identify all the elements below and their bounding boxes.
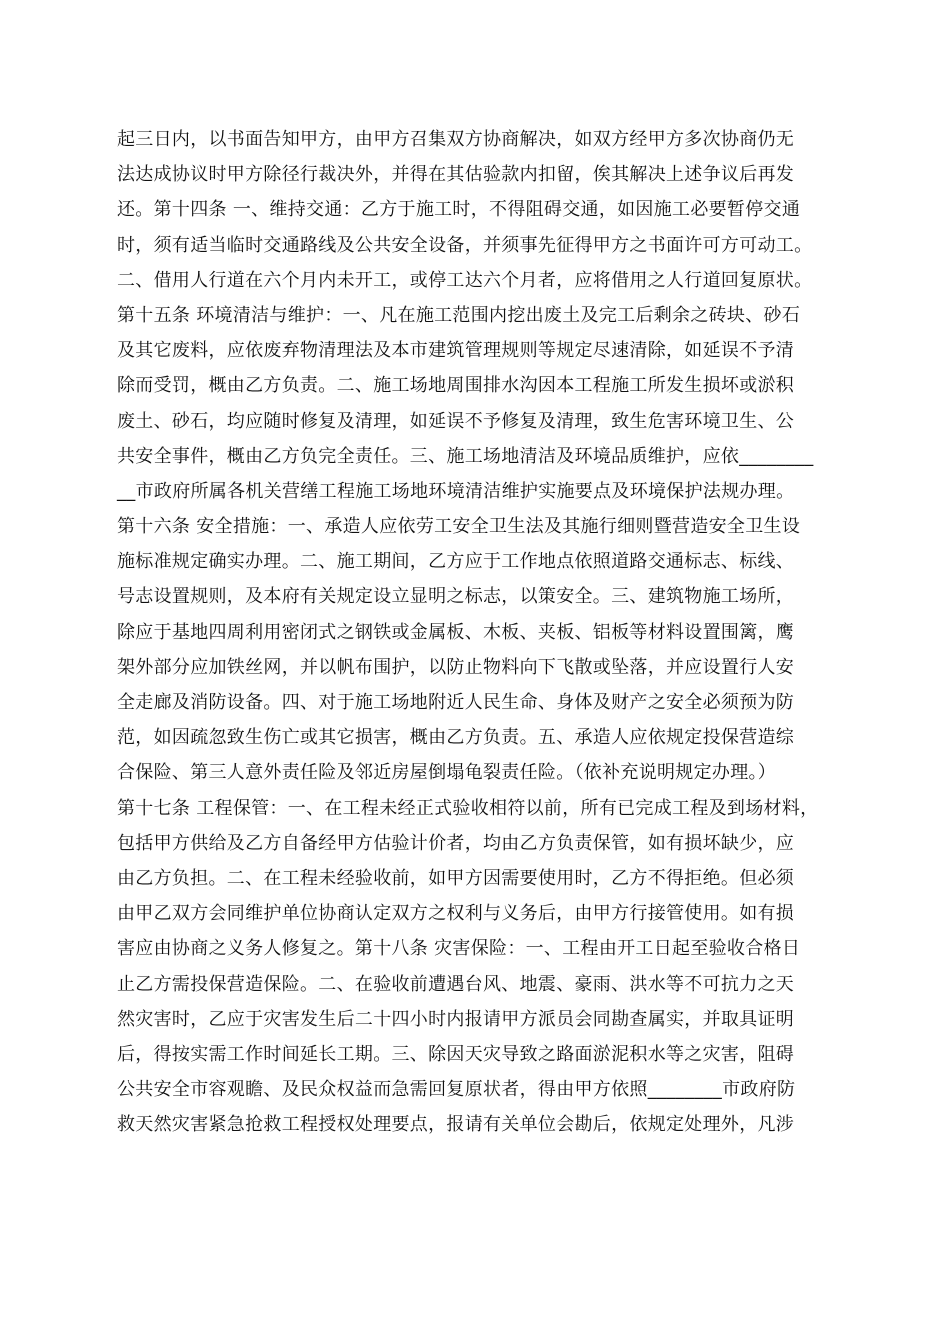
text-line: 第十六条 安全措施：一、承造人应依劳工安全卫生法及其施行细则暨营造安全卫生设 <box>117 516 801 538</box>
contract-body-text <box>117 122 857 1142</box>
text-line: 时，须有适当临时交通路线及公共安全设备，并须事先征得甲方之书面许可方可动工。 <box>117 234 813 256</box>
text-line: 第十五条 环境清洁与维护：一、凡在施工范围内挖出废土及完工后剩余之砖块、砂石 <box>117 304 801 326</box>
text-line: 由乙方负担。二、在工程未经验收前，如甲方因需要使用时，乙方不得拒绝。但必须 <box>117 867 795 889</box>
text-line: 止乙方需投保营造保险。二、在验收前遭遇台风、地震、豪雨、洪水等不可抗力之天 <box>117 973 795 995</box>
text-line: 第十七条 工程保管：一、在工程未经正式验收相符以前，所有已完成工程及到场材料， <box>117 797 819 819</box>
text-line: __市政府所属各机关营缮工程施工场地环境清洁维护实施要点及环境保护法规办理。 <box>117 480 795 502</box>
text-line: 二、借用人行道在六个月内未开工，或停工达六个月者，应将借用之人行道回复原状。 <box>117 269 813 291</box>
text-line: 法达成协议时甲方除径行裁决外，并得在其估验款内扣留，俟其解决上述争议后再发 <box>117 164 795 186</box>
text-line: 废土、砂石，均应随时修复及清理，如延误不予修复及清理，致生危害环境卫生、公 <box>117 410 795 432</box>
text-line: 然灾害时，乙应于灾害发生后二十四小时内报请甲方派员会同勘查属实，并取具证明 <box>117 1008 795 1030</box>
text-line: 共安全事件，概由乙方负完全责任。三、施工场地清洁及环境品质维护，应依________ <box>117 445 814 467</box>
text-line: 救天然灾害紧急抢救工程授权处理要点，报请有关单位会勘后，依规定处理外，凡涉 <box>117 1114 795 1136</box>
text-line: 害应由协商之义务人修复之。第十八条 灾害保险：一、工程由开工日起至验收合格日 <box>117 938 801 960</box>
text-line: 后，得按实需工作时间延长工期。三、除因天灾导致之路面淤泥积水等之灾害，阻碍 <box>117 1043 795 1065</box>
text-line: 合保险、第三人意外责任险及邻近房屋倒塌龟裂责任险。（依补充说明规定办理。） <box>117 762 777 784</box>
text-line: 架外部分应加铁丝网，并以帆布围护，以防止物料向下飞散或坠落，并应设置行人安 <box>117 656 795 678</box>
text-line: 起三日内，以书面告知甲方，由甲方召集双方协商解决，如双方经甲方多次协商仍无 <box>117 129 795 150</box>
text-line: 号志设置规则，及本府有关规定设立显明之标志，以策安全。三、建筑物施工场所， <box>117 586 795 608</box>
text-line: 除应于基地四周利用密闭式之钢铁或金属板、木板、夹板、铝板等材料设置围篱，鹰 <box>117 621 795 643</box>
text-line: 及其它废料，应依废弃物清理法及本市建筑管理规则等规定尽速清除，如延误不予清 <box>117 340 795 362</box>
text-line: 全走廊及消防设备。四、对于施工场地附近人民生命、身体及财产之安全必须预为防 <box>117 692 795 713</box>
text-line: 施标准规定确实办理。二、施工期间，乙方应于工作地点依照道路交通标志、标线、 <box>117 551 795 573</box>
text-line: 还。第十四条 一、维持交通：乙方于施工时，不得阻碍交通，如因施工必要暂停交通 <box>117 199 801 221</box>
text-line: 除而受罚，概由乙方负责。二、施工场地周围排水沟因本工程施工所发生损坏或淤积 <box>117 375 795 397</box>
text-line: 公共安全市容观瞻、及民众权益而急需回复原状者，得由甲方依照________市政府防 <box>117 1079 796 1101</box>
text-line: 包括甲方供给及乙方自备经甲方估验计价者，均由乙方负责保管，如有损坏缺少，应 <box>117 832 795 854</box>
text-line: 由甲乙双方会同维护单位协商认定双方之权利与义务后，由甲方行接管使用。如有损 <box>117 903 795 925</box>
text-line: 范，如因疏忽致生伤亡或其它损害，概由乙方负责。五、承造人应依规定投保营造综 <box>117 727 795 749</box>
